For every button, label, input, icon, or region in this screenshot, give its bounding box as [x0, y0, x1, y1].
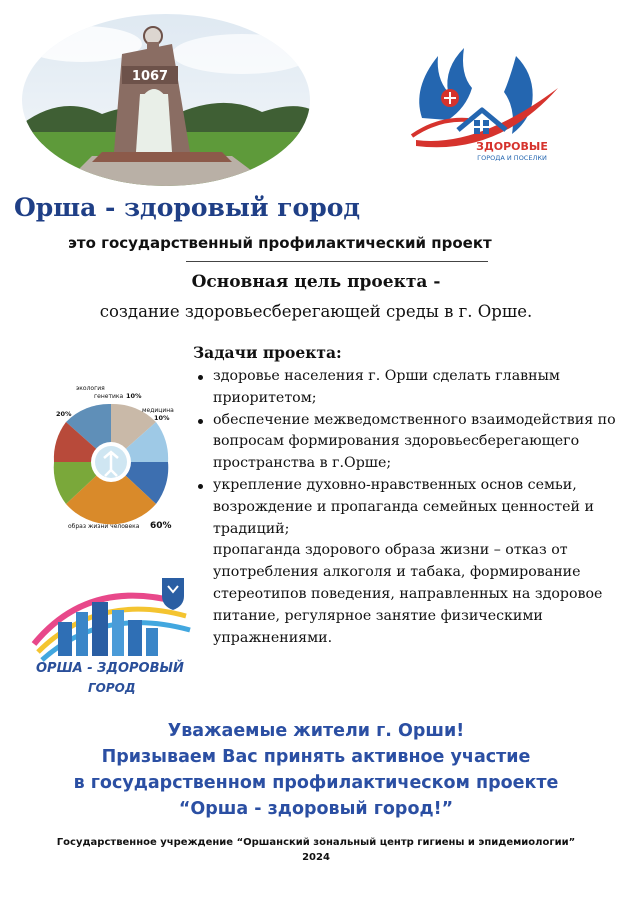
lifestyle-label: образ жизни человека — [68, 523, 140, 530]
genetics-value: 10% — [126, 392, 142, 400]
goal-text: создание здоровьесберегающей среды в г. Орше. — [99, 302, 533, 321]
lifestyle-value: 60% — [150, 521, 172, 531]
monument-photo — [22, 14, 310, 186]
ecology-value: 20% — [56, 410, 72, 418]
task-item: обеспечение межведомственного взаимодействия по вопросам формирования здоровьесберегающего пространства в г.Орше; — [195, 410, 620, 475]
tasks-title: Задачи проекта: — [193, 343, 342, 362]
logo-top-line1: ЗДОРОВЫЕ — [476, 140, 548, 153]
ecology-label: экология — [76, 385, 105, 392]
appeal-line: в государственном профилактическом проекте — [73, 773, 559, 793]
orsha-healthy-city-logo — [28, 572, 198, 700]
page-subtitle: это государственный профилактический проект — [68, 234, 492, 252]
page-title: Орша - здоровый город — [14, 193, 361, 222]
task-item: укрепление духовно-нравственных основ семьи, возрождение и пропаганда семейных ценностей и традиций; — [195, 475, 620, 540]
monument-year: 1067 — [131, 69, 169, 84]
medicine-label: медицина — [142, 407, 174, 414]
genetics-label: генетика — [94, 393, 124, 400]
task-item-extra: пропаганда здорового образа жизни – отказ от употребления алкоголя и табака, формирование стереотипов поведения, направленных на здоровое питание, регулярное занятие физическими упражнениями. — [213, 542, 603, 646]
divider — [186, 261, 488, 262]
logo-top-line2: ГОРОДА И ПОСЕЛКИ — [477, 154, 547, 162]
tasks-list — [195, 366, 620, 649]
task-item: здоровье населения г. Орши сделать главным приоритетом; — [195, 366, 620, 410]
footer-year: 2024 — [302, 852, 330, 863]
appeal — [0, 718, 632, 822]
medicine-value: 10% — [154, 414, 170, 422]
footer-org: Государственное учреждение “Оршанский зональный центр гигиены и эпидемиологии” — [56, 837, 576, 848]
logo-bottom-line1: ОРША - ЗДОРОВЫЙ — [36, 661, 184, 676]
footer — [0, 835, 632, 865]
appeal-line: “Орша - здоровый город!” — [178, 799, 454, 819]
appeal-line: Призываем Вас принять активное участие — [101, 747, 531, 767]
goal-title: Основная цель проекта - — [191, 272, 441, 292]
healthy-cities-logo — [408, 48, 570, 166]
logo-bottom-line2: ГОРОД — [88, 681, 136, 695]
appeal-line: Уважаемые жители г. Орши! — [167, 721, 465, 741]
health-factors-diagram — [46, 385, 176, 532]
